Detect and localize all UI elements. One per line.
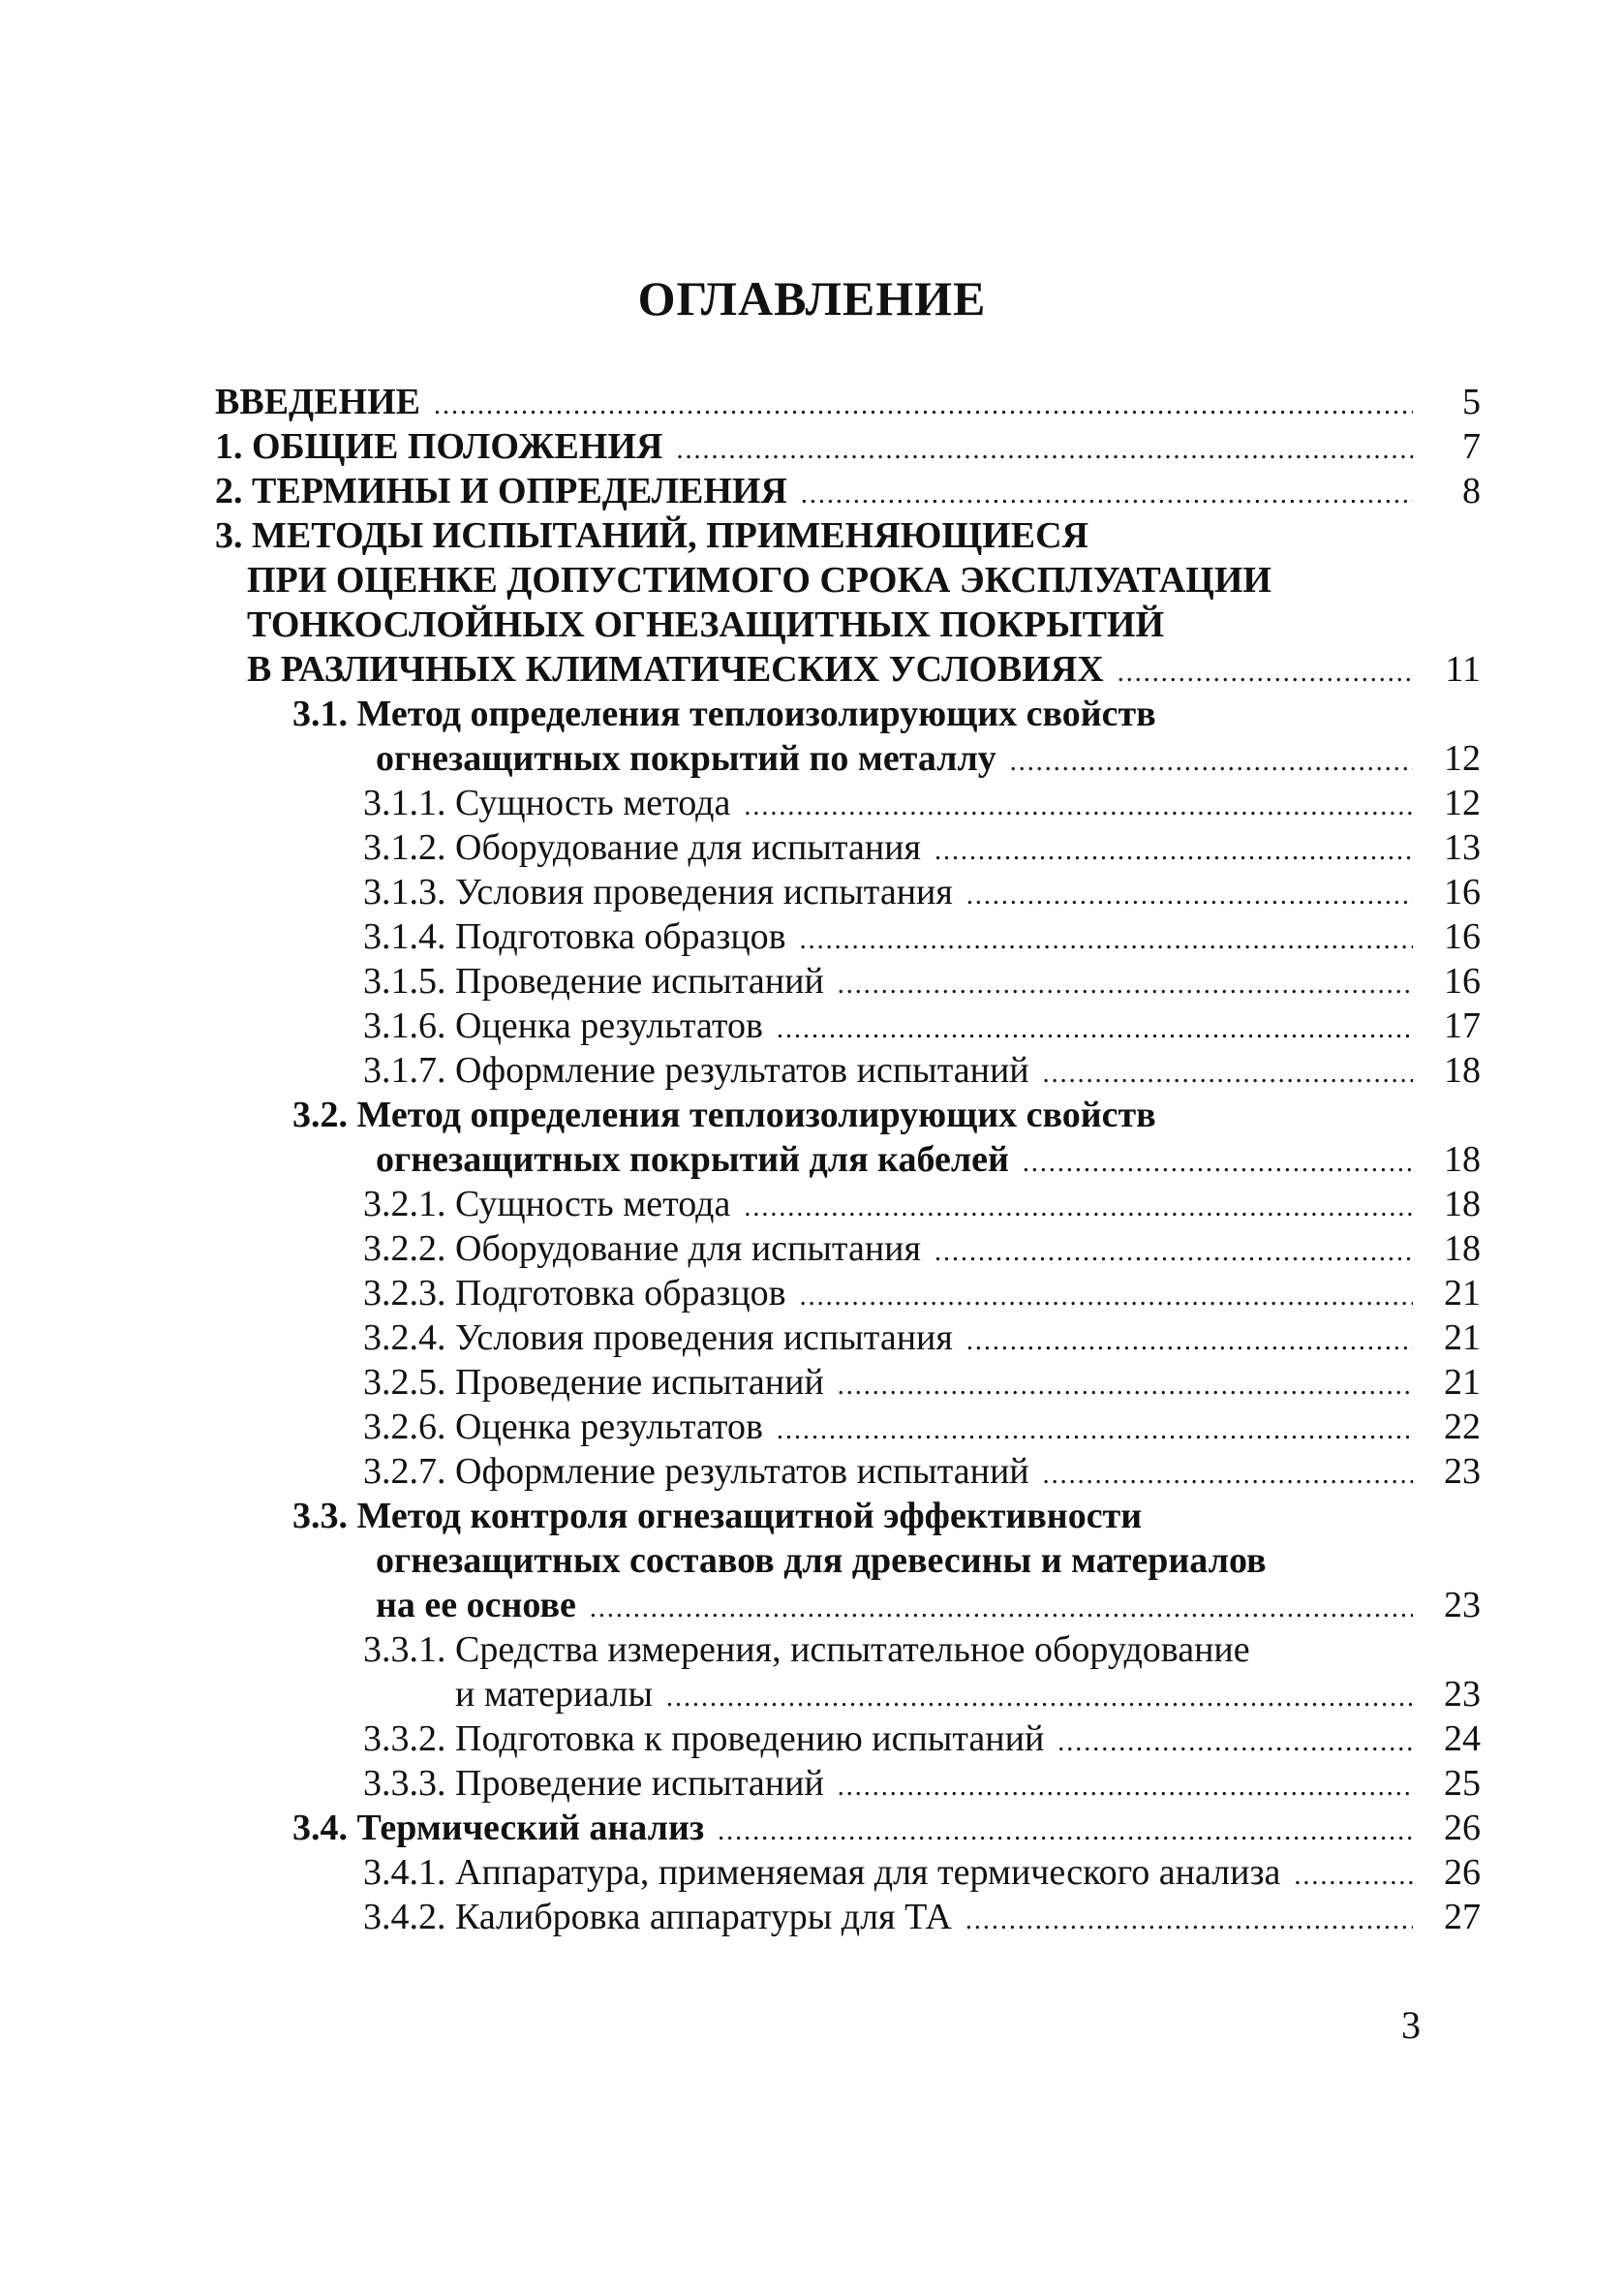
dot-leader (801, 473, 1413, 517)
dot-leader (718, 1809, 1413, 1854)
toc-entry-row (363, 1004, 1481, 1052)
toc-entry-label: огнезащитных составов для древесины и материалов (376, 1540, 1267, 1581)
toc-entry-row (363, 1716, 1481, 1765)
toc-entry[interactable] (0, 1761, 1624, 1806)
toc-entry[interactable] (0, 959, 1624, 1004)
toc-entry-page-number: 11 (1445, 649, 1481, 690)
toc-entry-row (292, 692, 1156, 736)
toc-entry-row (363, 1895, 1481, 1943)
toc-entry-label: 3.1.4. Подготовка образцов (363, 916, 786, 957)
toc-entry-label: 3.3.3. Проведение испытаний (363, 1763, 824, 1804)
toc-entry[interactable] (0, 647, 1624, 692)
toc-entry[interactable] (0, 1182, 1624, 1226)
toc-entry[interactable] (0, 1494, 1624, 1538)
toc-entry[interactable] (0, 424, 1624, 469)
toc-entry-page-number: 23 (1444, 1674, 1481, 1715)
toc-entry[interactable] (0, 1895, 1624, 1939)
toc-entry[interactable] (0, 1226, 1624, 1271)
toc-entry-row (363, 781, 1481, 829)
dot-leader (744, 785, 1413, 829)
toc-entry[interactable] (0, 1315, 1624, 1360)
dot-leader (800, 918, 1413, 963)
toc-entry-label: 3.2.4. Условия проведения испытания (363, 1317, 953, 1358)
toc-entry-label: ВВЕДЕНИЕ (215, 382, 420, 422)
dot-leader (1043, 1453, 1413, 1498)
toc-entry[interactable] (0, 1672, 1624, 1716)
toc-entry[interactable] (0, 1048, 1624, 1093)
dot-leader (1118, 651, 1413, 696)
toc-entry-page-number: 12 (1444, 783, 1481, 823)
toc-entry[interactable] (0, 736, 1624, 781)
toc-entry-row (363, 1627, 1250, 1672)
toc-entry[interactable] (0, 1716, 1624, 1761)
toc-entry-label: 3.2.6. Оценка результатов (363, 1407, 763, 1447)
toc-entry-page-number: 18 (1444, 1184, 1481, 1224)
dot-leader (777, 1408, 1413, 1453)
toc-entry-label: и материалы (455, 1674, 654, 1715)
toc-entry[interactable] (0, 870, 1624, 914)
toc-entry[interactable] (0, 1271, 1624, 1315)
toc-entry-label: на ее основе (376, 1585, 576, 1625)
toc-entry-label: 3.2.3. Подготовка образцов (363, 1273, 786, 1314)
toc-entry-page-number: 26 (1444, 1808, 1481, 1848)
toc-entry-row (215, 469, 1481, 517)
toc-entry[interactable] (0, 1137, 1624, 1182)
toc-entry-page-number: 21 (1444, 1362, 1481, 1403)
toc-entry-row (363, 959, 1481, 1007)
toc-entry-label: огнезащитных покрытий по металлу (376, 738, 996, 779)
toc-entry-label: 1. ОБЩИЕ ПОЛОЖЕНИЯ (215, 426, 663, 467)
toc-entry-row (455, 1672, 1481, 1720)
toc-entry-label: 2. ТЕРМИНЫ И ОПРЕДЕЛЕНИЯ (215, 471, 787, 511)
dot-leader (1057, 1720, 1413, 1765)
toc-entry-page-number: 12 (1444, 738, 1481, 779)
dot-leader (965, 1899, 1413, 1943)
toc-entry-label: 3.3.1. Средства измерения, испытательное оборудование (363, 1629, 1250, 1670)
toc-entry-page-number: 22 (1444, 1407, 1481, 1447)
toc-entry-row (363, 870, 1481, 918)
dot-leader (666, 1676, 1413, 1720)
toc-entry-label: 3.1.3. Условия проведения испытания (363, 872, 953, 912)
toc-entry[interactable] (0, 1627, 1624, 1672)
page-title: ОГЛАВЛЕНИЕ (637, 271, 987, 325)
toc-entry[interactable] (0, 1405, 1624, 1449)
toc-entry-label: 3.2.2. Оборудование для испытания (363, 1228, 921, 1269)
toc-entry-row (363, 825, 1481, 874)
dot-leader (838, 1364, 1413, 1408)
toc-entry[interactable] (0, 558, 1624, 603)
toc-entry-row (247, 603, 1164, 647)
toc-entry[interactable] (0, 781, 1624, 825)
toc-entry-row (247, 558, 1272, 603)
toc-entry-row (247, 647, 1481, 696)
toc-entry-page-number: 8 (1462, 471, 1481, 511)
toc-entry-label: 3.1.1. Сущность метода (363, 783, 731, 823)
dot-leader (966, 1319, 1413, 1364)
dot-leader (935, 829, 1413, 874)
dot-leader (434, 384, 1413, 428)
toc-entry-row (292, 1806, 1481, 1854)
dot-leader (1010, 740, 1413, 785)
toc-entry-page-number: 7 (1462, 426, 1481, 467)
toc-entry-row (363, 1360, 1481, 1408)
toc-entry-label: 3.1. Метод определения теплоизолирующих свойств (292, 694, 1156, 734)
toc-entry-label: ПРИ ОЦЕНКЕ ДОПУСТИМОГО СРОКА ЭКСПЛУАТАЦИИ (247, 560, 1272, 601)
toc-entry-label: 3.2.1. Сущность метода (363, 1184, 731, 1224)
toc-entry-row (363, 1850, 1481, 1899)
toc-entry-page-number: 18 (1444, 1228, 1481, 1269)
toc-entry-page-number: 23 (1444, 1451, 1481, 1492)
toc-entry-row (215, 513, 1088, 558)
dot-leader (590, 1587, 1413, 1631)
toc-entry-page-number: 16 (1444, 916, 1481, 957)
toc-entry-page-number: 13 (1444, 827, 1481, 868)
toc-entry-page-number: 26 (1444, 1852, 1481, 1893)
toc-entry-label: 3.3. Метод контроля огнезащитной эффективности (292, 1496, 1143, 1536)
toc-entry[interactable] (0, 1850, 1624, 1895)
toc-entry-page-number: 18 (1444, 1139, 1481, 1180)
toc-entry-row (215, 424, 1481, 473)
toc-entry-page-number: 18 (1444, 1050, 1481, 1091)
toc-entry[interactable] (0, 469, 1624, 513)
toc-entry-row (215, 380, 1481, 428)
toc-entry-page-number: 21 (1444, 1273, 1481, 1314)
toc-entry-page-number: 25 (1444, 1763, 1481, 1804)
toc-entry[interactable] (0, 380, 1624, 424)
toc-entry-page-number: 5 (1462, 382, 1481, 422)
dot-leader (777, 1007, 1413, 1052)
page-number: 3 (1401, 2003, 1421, 2047)
toc-entry-row (363, 1315, 1481, 1364)
toc-entry-row (376, 1137, 1481, 1186)
dot-leader (744, 1186, 1413, 1230)
toc-entry-row (292, 1494, 1142, 1538)
toc-entry-row (363, 1048, 1481, 1097)
toc-entry-label: 3.1.5. Проведение испытаний (363, 961, 824, 1002)
toc-entry-page-number: 16 (1444, 961, 1481, 1002)
toc-entry-page-number: 24 (1444, 1718, 1481, 1759)
toc-entry[interactable] (0, 1360, 1624, 1405)
toc-entry-label: 3.4.2. Калибровка аппаратуры для ТА (363, 1897, 952, 1937)
toc-entry[interactable] (0, 1004, 1624, 1048)
toc-entry-label: 3.4.1. Аппаратура, применяемая для термического анализа (363, 1852, 1281, 1893)
table-of-contents (0, 380, 1624, 1939)
toc-entry-label: огнезащитных покрытий для кабелей (376, 1139, 1009, 1180)
toc-entry-row (363, 1182, 1481, 1230)
toc-entry[interactable] (0, 1449, 1624, 1494)
toc-entry-page-number: 17 (1444, 1005, 1481, 1046)
toc-entry-label: 3.1.2. Оборудование для испытания (363, 827, 921, 868)
toc-entry-row (376, 1583, 1481, 1631)
toc-entry-label: В РАЗЛИЧНЫХ КЛИМАТИЧЕСКИХ УСЛОВИЯХ (247, 649, 1104, 690)
toc-entry-row (363, 1405, 1481, 1453)
toc-entry-page-number: 27 (1444, 1897, 1481, 1937)
toc-entry-page-number: 16 (1444, 872, 1481, 912)
toc-entry[interactable] (0, 914, 1624, 959)
toc-entry-page-number: 21 (1444, 1317, 1481, 1358)
toc-entry-label: 3.2. Метод определения теплоизолирующих свойств (292, 1095, 1156, 1135)
toc-entry-label: 3. МЕТОДЫ ИСПЫТАНИЙ, ПРИМЕНЯЮЩИЕСЯ (215, 515, 1088, 556)
toc-entry-row (376, 736, 1481, 785)
dot-leader (838, 963, 1413, 1007)
toc-entry-label: 3.4. Термический анализ (292, 1808, 705, 1848)
dot-leader (966, 874, 1413, 918)
toc-entry[interactable] (0, 825, 1624, 870)
toc-entry-label: 3.3.2. Подготовка к проведению испытаний (363, 1718, 1045, 1759)
toc-entry-row (363, 914, 1481, 963)
toc-entry-page-number: 23 (1444, 1585, 1481, 1625)
toc-entry[interactable] (0, 1538, 1624, 1583)
toc-entry[interactable] (0, 1806, 1624, 1850)
toc-entry[interactable] (0, 1583, 1624, 1627)
dot-leader (935, 1230, 1413, 1275)
toc-entry-row (363, 1761, 1481, 1809)
toc-entry-row (292, 1093, 1156, 1137)
dot-leader (1043, 1052, 1413, 1097)
toc-entry-label: 3.2.5. Проведение испытаний (363, 1362, 824, 1403)
toc-entry-label: 3.1.6. Оценка результатов (363, 1005, 763, 1046)
dot-leader (676, 428, 1413, 473)
toc-entry-row (363, 1449, 1481, 1498)
dot-leader (1023, 1141, 1413, 1186)
dot-leader (800, 1275, 1413, 1319)
toc-entry-label: 3.2.7. Оформление результатов испытаний (363, 1451, 1029, 1492)
toc-entry-label: ТОНКОСЛОЙНЫХ ОГНЕЗАЩИТНЫХ ПОКРЫТИЙ (247, 604, 1165, 645)
toc-entry-row (376, 1538, 1267, 1583)
toc-entry[interactable] (0, 513, 1624, 558)
toc-entry-label: 3.1.7. Оформление результатов испытаний (363, 1050, 1029, 1091)
toc-entry-row (363, 1271, 1481, 1319)
toc-entry[interactable] (0, 603, 1624, 647)
dot-leader (1294, 1854, 1413, 1899)
dot-leader (838, 1765, 1413, 1809)
toc-entry-row (363, 1226, 1481, 1275)
toc-entry[interactable] (0, 692, 1624, 736)
toc-entry[interactable] (0, 1093, 1624, 1137)
